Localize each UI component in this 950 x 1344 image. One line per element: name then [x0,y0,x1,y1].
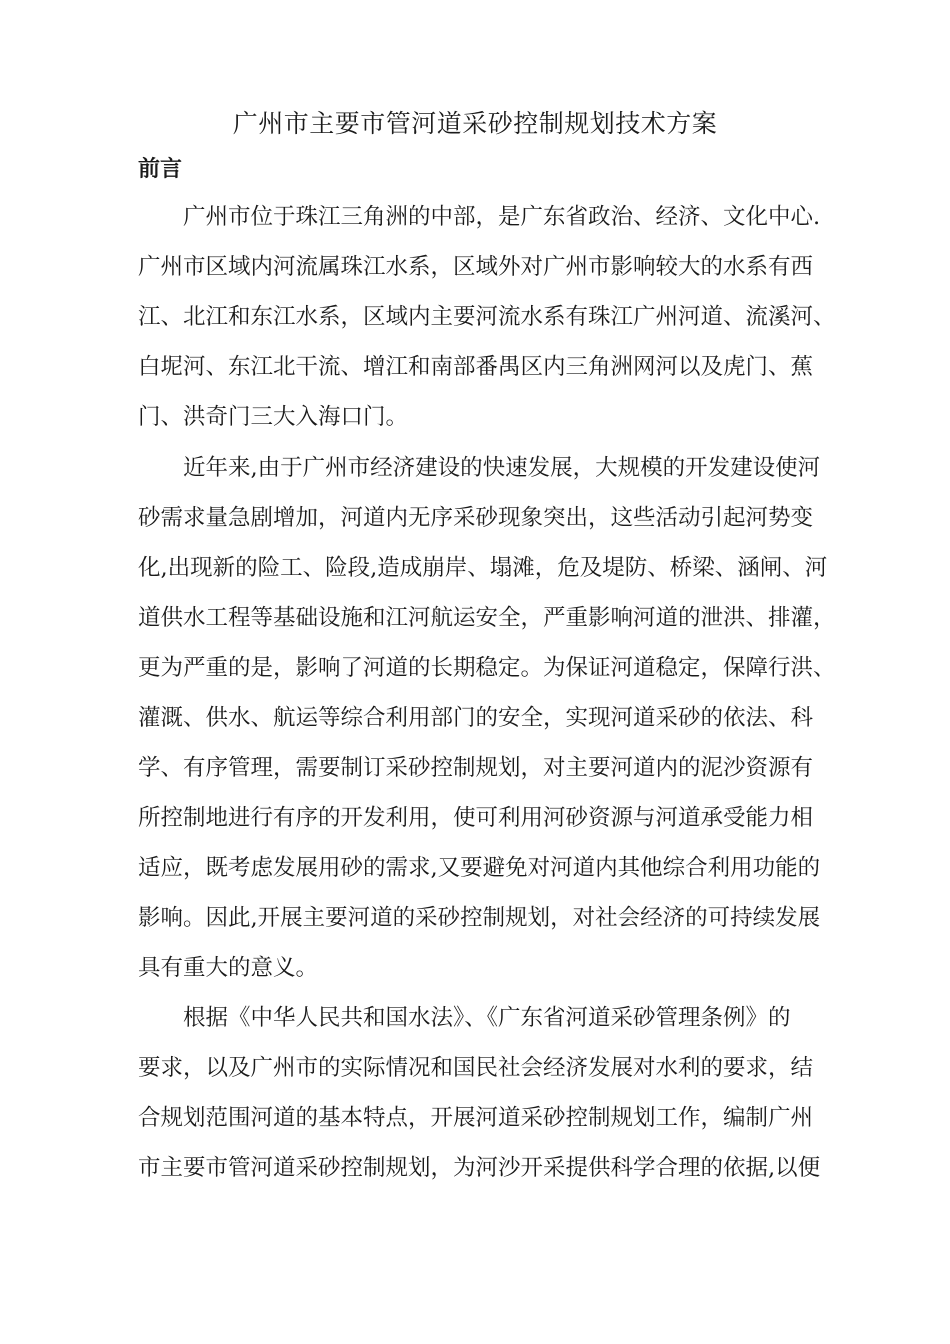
paragraph-line: 适应，既考虑发展用砂的需求,又要避免对河道内其他综合利用功能的 [138,855,821,881]
paragraph-line: 广州市区域内河流属珠江水系，区域外对广州市影响较大的水系有西 [138,254,814,280]
paragraph-line: 门、洪奇门三大入海口门。 [138,404,409,430]
paragraph-line: 要求，以及广州市的实际情况和国民社会经济发展对水利的要求，结 [138,1055,814,1081]
paragraph-2 [138,443,836,993]
paragraph-line: 化,出现新的险工、险段,造成崩岸、塌滩，危及堤防、桥梁、涵闸、河 [138,555,828,581]
paragraph-line: 砂需求量急剧增加，河道内无序采砂现象突出，这些活动引起河势变 [138,505,814,531]
paragraph-line: 更为严重的是，影响了河道的长期稳定。为保证河道稳定，保障行洪、 [138,655,836,681]
paragraph-line: 根据《中华人民共和国水法》、《广东省河道采砂管理条例》的 [183,1005,791,1031]
paragraph-line: 具有重大的意义。 [138,955,319,981]
paragraph-line: 所控制地进行有序的开发利用，使可利用河砂资源与河道承受能力相 [138,805,814,831]
paragraph-line: 影响。因此,开展主要河道的采砂控制规划，对社会经济的可持续发展 [138,905,821,931]
paragraph-line: 市主要市管河道采砂控制规划，为河沙开采提供科学合理的依据,以便 [138,1155,821,1181]
paragraph-line: 灌溉、供水、航运等综合利用部门的安全，实现河道采砂的依法、科 [138,705,814,731]
paragraph-1 [138,192,836,442]
paragraph-line: 广州市位于珠江三角洲的中部，是广东省政治、经济、文化中心. [183,204,821,230]
paragraph-line: 近年来,由于广州市经济建设的快速发展，大规模的开发建设使河 [183,455,821,481]
paragraph-line: 道供水工程等基础设施和江河航运安全，严重影响河道的泄洪、排灌， [138,605,836,631]
paragraph-line: 白坭河、东江北干流、增江和南部番禺区内三角洲网河以及虎门、蕉 [138,354,814,380]
paragraph-line: 江、北江和东江水系，区域内主要河流水系有珠江广州河道、流溪河、 [138,304,836,330]
paragraph-line: 学、有序管理，需要制订采砂控制规划，对主要河道内的泥沙资源有 [138,755,814,781]
paragraph-3 [138,993,821,1193]
document-title: 广州市主要市管河道采砂控制规划技术方案 [232,109,718,138]
paragraph-line: 合规划范围河道的基本特点，开展河道采砂控制规划工作，编制广州 [138,1105,814,1131]
section-heading: 前言 [138,157,183,182]
